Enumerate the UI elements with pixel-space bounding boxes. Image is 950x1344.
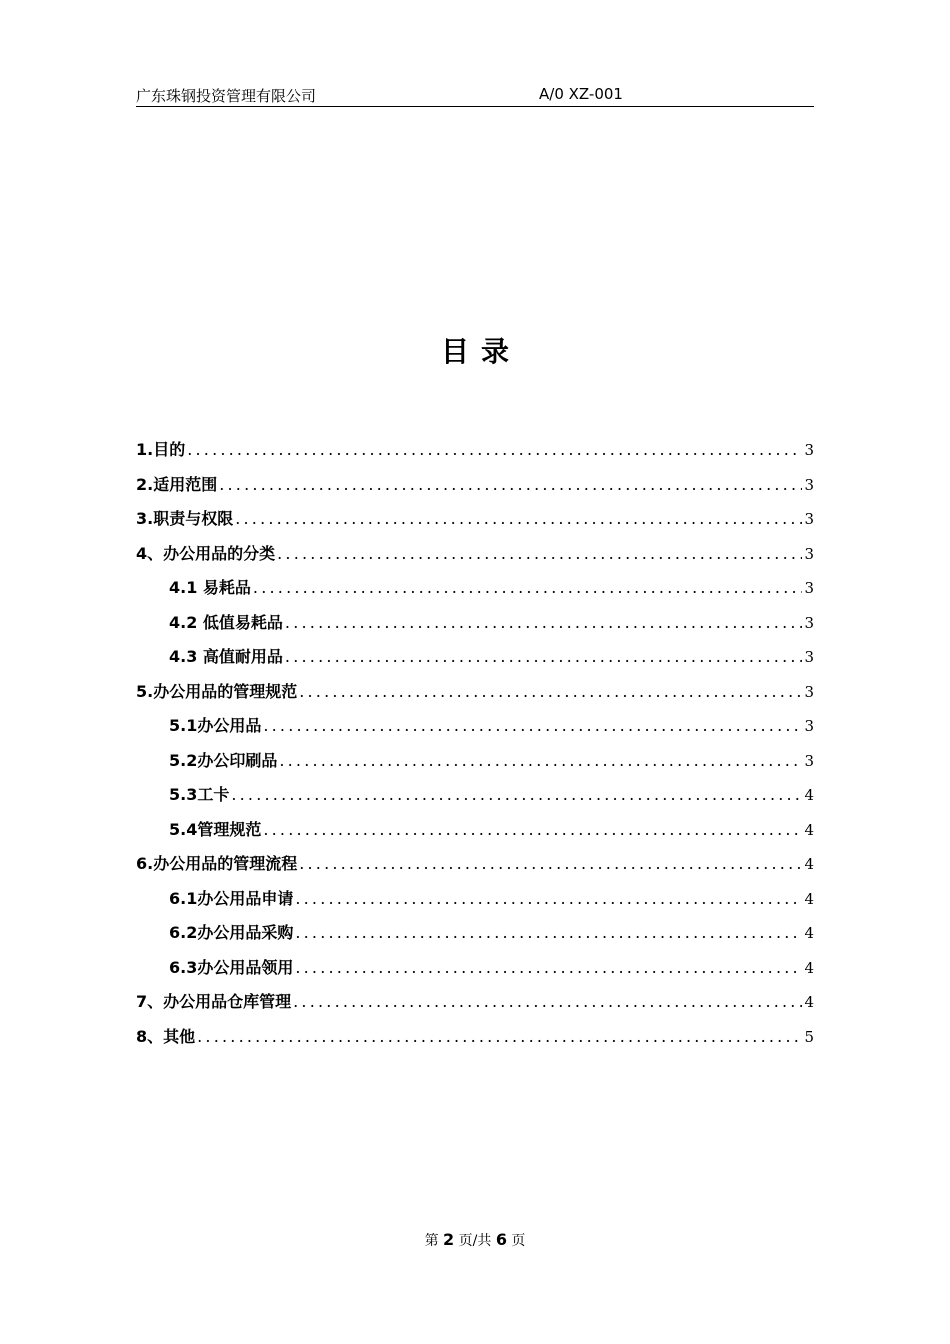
toc-dot-leader bbox=[279, 751, 802, 770]
toc-entry-label: 6.2办公用品采购 bbox=[169, 923, 294, 942]
toc-entry-page: 4 bbox=[804, 924, 814, 942]
toc-dot-leader bbox=[277, 544, 802, 563]
toc-dot-leader bbox=[295, 889, 802, 908]
footer-suffix: 页 bbox=[511, 1233, 526, 1249]
toc-entry-page: 3 bbox=[804, 544, 814, 563]
toc-entry[interactable] bbox=[136, 679, 814, 714]
toc-dot-leader bbox=[253, 578, 803, 597]
toc-entry-page: 3 bbox=[804, 579, 814, 597]
footer-middle: 页/共 bbox=[458, 1233, 492, 1249]
toc-entry-page: 3 bbox=[804, 510, 814, 528]
toc-entry[interactable] bbox=[136, 1024, 814, 1059]
toc-entry-page: 3 bbox=[804, 717, 814, 735]
toc-entry-label: 1.目的 bbox=[136, 440, 186, 459]
toc-entry-label: 5.1办公用品 bbox=[169, 716, 262, 735]
toc-entry[interactable] bbox=[136, 541, 814, 576]
toc-entry-page: 3 bbox=[804, 648, 814, 666]
toc-entry[interactable] bbox=[136, 955, 814, 990]
toc-dot-leader bbox=[285, 647, 803, 666]
toc-dot-leader bbox=[299, 854, 802, 873]
page-footer bbox=[0, 1230, 950, 1250]
toc-dot-leader bbox=[285, 613, 803, 632]
toc-dot-leader bbox=[299, 682, 802, 701]
toc-entry-page: 4 bbox=[804, 786, 814, 804]
toc-entry-label: 4、办公用品的分类 bbox=[136, 543, 276, 563]
toc-entry-label: 5.4管理规范 bbox=[169, 819, 262, 839]
current-page-number: 2 bbox=[443, 1230, 455, 1249]
toc-entry[interactable] bbox=[136, 817, 814, 852]
toc-entry[interactable] bbox=[136, 886, 814, 921]
toc-dot-leader bbox=[235, 509, 802, 528]
toc-dot-leader bbox=[197, 1027, 802, 1046]
toc-entry-page: 3 bbox=[804, 613, 814, 632]
toc-dot-leader bbox=[263, 820, 802, 839]
toc-entry[interactable] bbox=[136, 575, 814, 610]
toc-entry[interactable] bbox=[136, 851, 814, 886]
toc-entry-label: 5.办公用品的管理规范 bbox=[136, 681, 298, 701]
page-title: 目录 bbox=[440, 335, 521, 368]
toc-entry-page: 4 bbox=[804, 958, 814, 977]
toc-entry-page: 4 bbox=[804, 820, 814, 839]
toc-dot-leader bbox=[187, 440, 802, 459]
toc-entry-label: 6.1办公用品申请 bbox=[169, 888, 294, 908]
toc-entry-page: 3 bbox=[804, 475, 814, 494]
table-of-contents bbox=[136, 437, 814, 1058]
toc-dot-leader bbox=[295, 923, 802, 942]
toc-entry-page: 3 bbox=[804, 441, 814, 459]
toc-entry[interactable] bbox=[136, 748, 814, 783]
toc-entry-page: 4 bbox=[804, 993, 814, 1011]
toc-entry[interactable] bbox=[136, 506, 814, 541]
toc-entry-label: 6.3办公用品领用 bbox=[169, 957, 294, 977]
toc-dot-leader bbox=[293, 992, 802, 1011]
toc-entry-page: 3 bbox=[804, 751, 814, 770]
toc-entry-label: 5.2办公印刷品 bbox=[169, 750, 278, 770]
toc-entry[interactable] bbox=[136, 472, 814, 507]
toc-dot-leader bbox=[219, 475, 802, 494]
company-name: 广东珠钢投资管理有限公司 bbox=[136, 87, 317, 105]
toc-entry-label: 4.3 高值耐用品 bbox=[169, 647, 283, 666]
toc-entry[interactable] bbox=[136, 713, 814, 748]
toc-entry[interactable] bbox=[136, 644, 814, 679]
toc-entry-label: 6.办公用品的管理流程 bbox=[136, 854, 298, 873]
toc-entry-page: 4 bbox=[804, 889, 814, 908]
toc-entry-label: 8、其他 bbox=[136, 1026, 196, 1046]
toc-entry-page: 4 bbox=[804, 855, 814, 873]
toc-entry-label: 5.3工卡 bbox=[169, 785, 230, 804]
total-page-number: 6 bbox=[495, 1230, 507, 1249]
toc-dot-leader bbox=[263, 716, 802, 735]
toc-dot-leader bbox=[231, 785, 802, 804]
toc-entry-label: 4.2 低值易耗品 bbox=[169, 612, 283, 632]
toc-entry-page: 5 bbox=[804, 1027, 814, 1046]
toc-entry[interactable] bbox=[136, 989, 814, 1024]
page-header bbox=[136, 84, 814, 107]
toc-entry-label: 4.1 易耗品 bbox=[169, 578, 251, 597]
toc-entry[interactable] bbox=[136, 782, 814, 817]
toc-entry-label: 7、办公用品仓库管理 bbox=[136, 992, 292, 1011]
toc-entry[interactable] bbox=[136, 437, 814, 472]
toc-entry-page: 3 bbox=[804, 682, 814, 701]
toc-entry[interactable] bbox=[136, 920, 814, 955]
document-code: A/0 XZ-001 bbox=[539, 85, 623, 103]
toc-entry[interactable] bbox=[136, 610, 814, 645]
toc-entry-label: 3.职责与权限 bbox=[136, 509, 234, 528]
footer-prefix: 第 bbox=[424, 1233, 439, 1249]
toc-entry-label: 2.适用范围 bbox=[136, 474, 218, 494]
toc-dot-leader bbox=[295, 958, 802, 977]
